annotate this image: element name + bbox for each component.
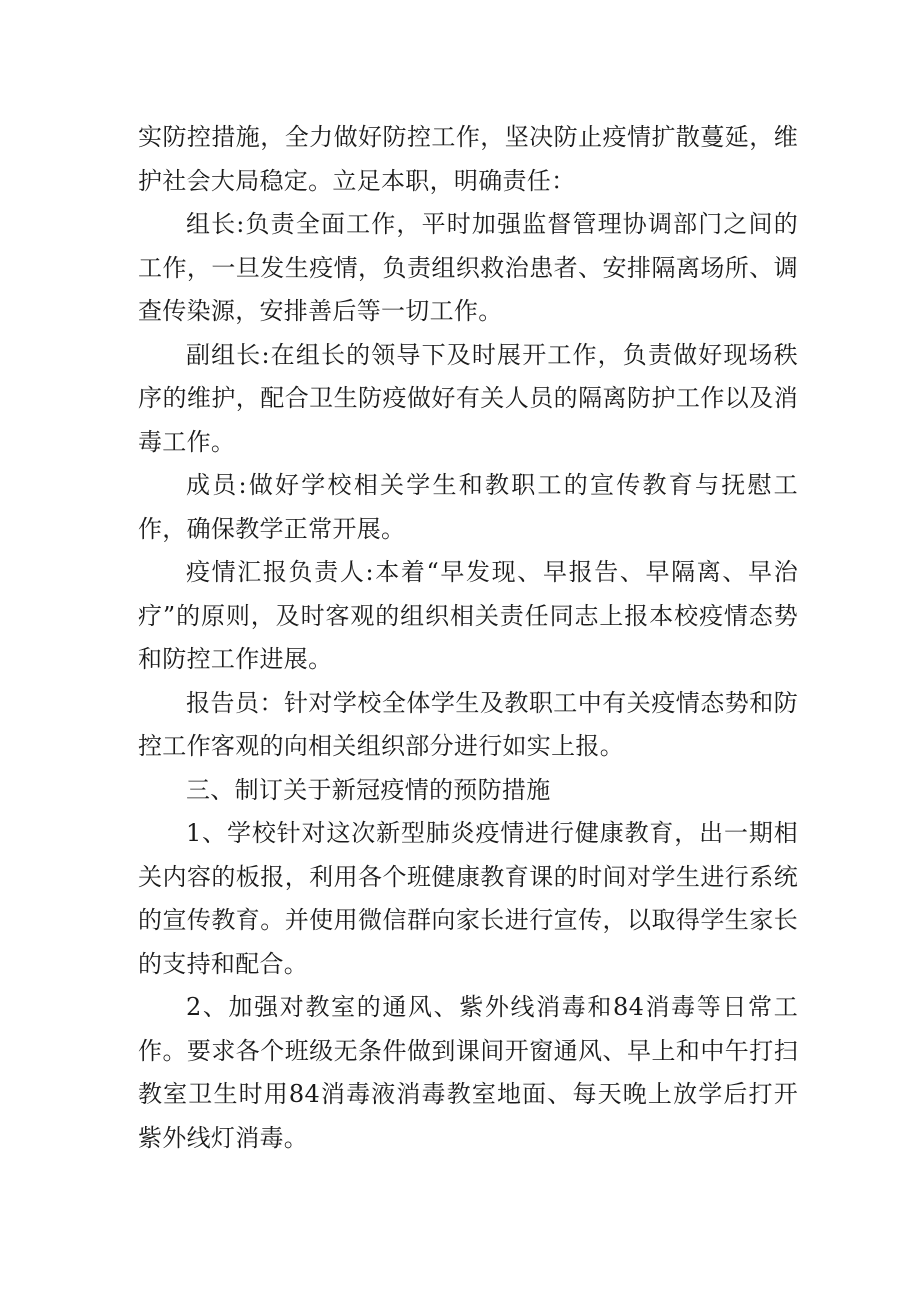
paragraph-reporter: 报告员：针对学校全体学生及教职工中有关疫情态势和防控工作客观的向相关组织部分进行如实上报。 <box>138 688 798 760</box>
paragraph-deputy-leader: 副组长:在组长的领导下及时展开工作，负责做好现场秩序的维护，配合卫生防疫做好有关人员的隔离防护工作以及消毒工作。 <box>138 340 798 456</box>
paragraph-intro: 实防控措施，全力做好防控工作，坚决防止疫情扩散蔓延，维护社会大局稳定。立足本职，明确责任： <box>138 123 798 195</box>
section-heading-prevention: 三、制订关于新冠疫情的预防措施 <box>186 775 551 804</box>
paragraph-team-leader: 组长:负责全面工作，平时加强监督管理协调部门之间的工作，一旦发生疫情，负责组织救治患者、安排隔离场所、调查传染源，安排善后等一切工作。 <box>138 210 798 325</box>
paragraph-epidemic-reporter: 疫情汇报负责人:本着“早发现、早报告、早隔离、早治疗”的原则，及时客观的组织相关责任同志上报本校疫情态势和防控工作进展。 <box>138 558 798 673</box>
paragraph-measure-1: 1、学校针对这次新型肺炎疫情进行健康教育，出一期相关内容的板报，利用各个班健康教育课的时间对学生进行系统的宣传教育。并使用微信群向家长进行宣传，以取得学生家长的支持和配合。 <box>138 819 798 978</box>
paragraph-measure-2: 2、加强对教室的通风、紫外线消毒和84消毒等日常工作。要求各个班级无条件做到课间开窗通风、早上和中午打扫教室卫生时用84消毒液消毒教室地面、每天晚上放学后打开紫外线灯消毒。 <box>138 993 798 1152</box>
paragraph-members: 成员:做好学校相关学生和教职工的宣传教育与抚慰工作，确保教学正常开展。 <box>138 471 798 543</box>
document-body <box>138 116 798 1160</box>
